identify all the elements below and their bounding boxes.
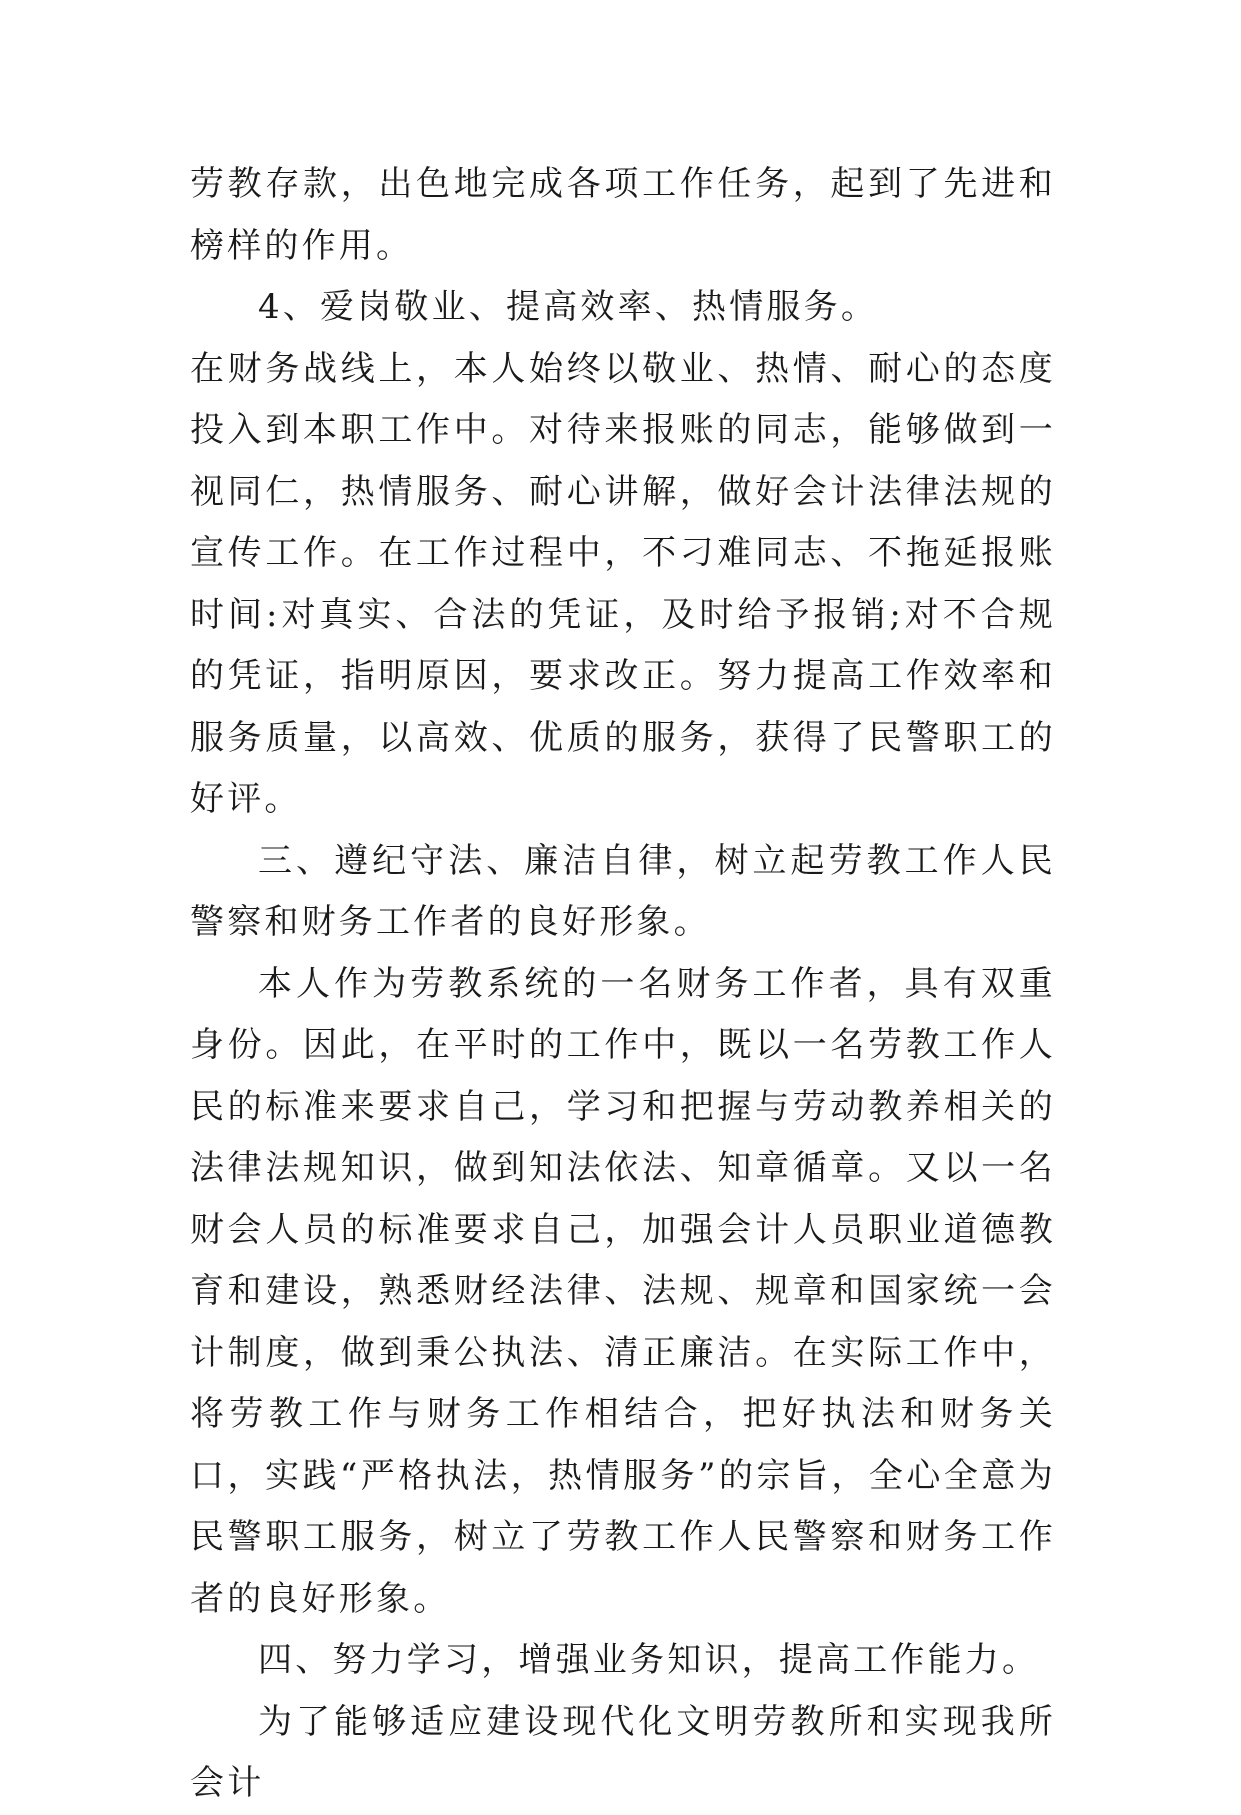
paragraph: 在财务战线上，本人始终以敬业、热情、耐心的态度投入到本职工作中。对待来报账的同志，能够做到一视同仁，热情服务、耐心讲解，做好会计法律法规的宣传工作。在工作过程中，不刁难同志、不拖延报账时间:对真实、合法的凭证，及时给予报销;对不合规的凭证，指明原因，要求改正。努力提高工作效率和服务质量，以高效、优质的服务，获得了民警职工的好评。 bbox=[190, 348, 1056, 819]
paragraph: 劳教存款，出色地完成各项工作任务，起到了先进和榜样的作用。 bbox=[190, 164, 1056, 266]
paragraph: 为了能够适应建设现代化文明劳教所和实现我所会计 bbox=[190, 1701, 1056, 1803]
section-heading: 四、努力学习，增强业务知识，提高工作能力。 bbox=[258, 1640, 1040, 1680]
document-body bbox=[190, 154, 1056, 1815]
paragraph: 本人作为劳教系统的一名财务工作者，具有双重身份。因此，在平时的工作中，既以一名劳教工作人民的标准来要求自己，学习和把握与劳动教养相关的法律法规知识，做到知法依法、知章循章。又以一名财会人员的标准要求自己，加强会计人员职业道德教育和建设，熟悉财经法律、法规、规章和国家统一会计制度，做到秉公执法、清正廉洁。在实际工作中，将劳教工作与财务工作相结合，把好执法和财务关口，实践“严格执法，热情服务”的宗旨，全心全意为民警职工服务，树立了劳教工作人民警察和财务工作者的良好形象。 bbox=[190, 963, 1056, 1619]
section-heading: 三、遵纪守法、廉洁自律，树立起劳教工作人民警察和财务工作者的良好形象。 bbox=[190, 840, 1056, 942]
section-heading: 4、爱岗敬业、提高效率、热情服务。 bbox=[258, 287, 879, 327]
